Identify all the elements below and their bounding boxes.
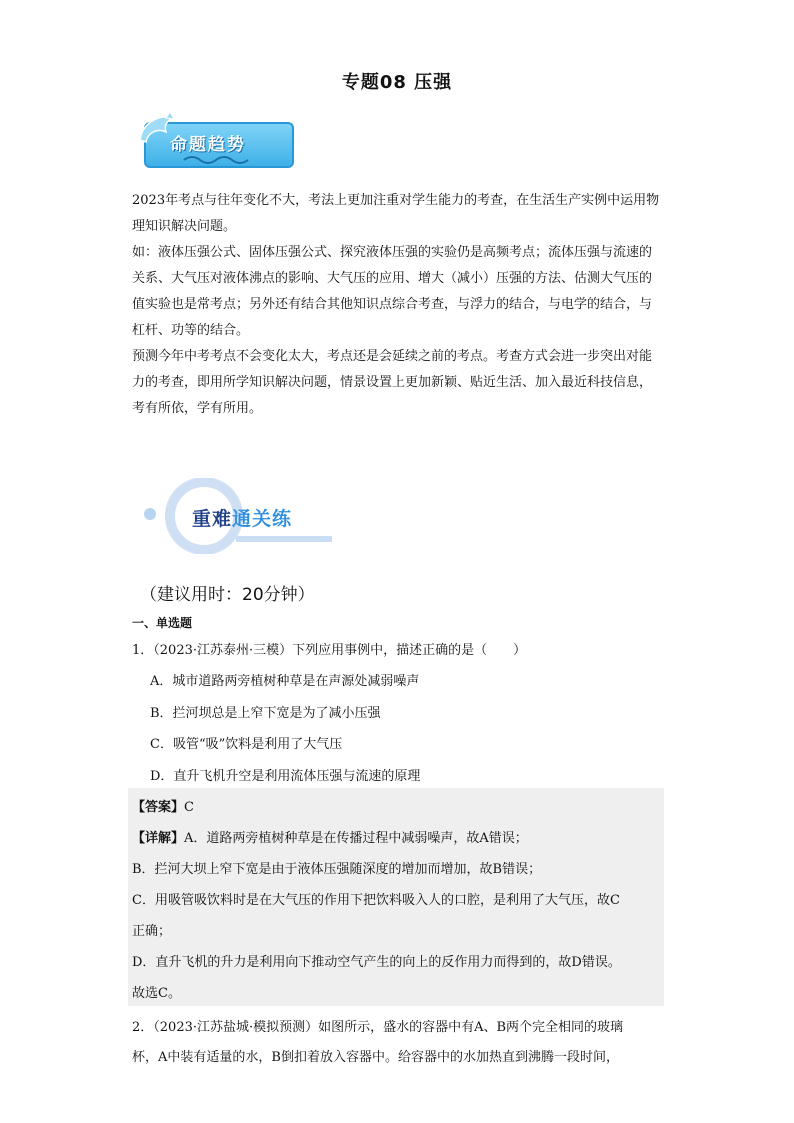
- question-1-option-c: C．吸管“吸”饮料是利用了大气压: [150, 737, 343, 752]
- answer-line: [132, 796, 194, 815]
- question-2-line-1: 2．（2023·江苏盐城·模拟预测）如图所示，盛水的容器中有A、B两个完全相同的玻璃: [132, 1020, 624, 1035]
- question-1-option-b: B．拦河坝总是上窄下宽是为了减小压强: [150, 706, 381, 721]
- detail-line-1: [132, 827, 528, 846]
- intro-paragraph-2: 如：液体压强公式、固体压强公式、探究液体压强的实验仍是高频考点；流体压强与流速的关系、大气压对液体沸点的影响、大气压的应用、增大（减小）压强的方法、估测大气压的值实验也是常考点；另外还有结合其他知识点综合考查，与浮力的结合，与电学的结合，与杠杆、功等的结合。: [132, 245, 653, 338]
- question-1-option-d: D．直升飞机升空是利用流体压强与流速的原理: [150, 769, 421, 784]
- question-1-option-a: A．城市道路两旁植树种草是在声源处减弱噪声: [150, 674, 420, 689]
- badge-label: [192, 504, 292, 531]
- detail-line-6: 故选C。: [132, 986, 181, 1001]
- section-heading: 一、单选题: [132, 616, 193, 630]
- topic-trend-badge: [136, 110, 296, 174]
- detail-tag: 【详解】: [132, 831, 185, 846]
- detail-line-3: C．用吸管吸饮料时是在大气压的作用下把饮料吸入人的口腔，是利用了大气压，故C: [132, 893, 620, 908]
- answer-tag: 【答案】: [132, 800, 185, 815]
- detail-line-4: 正确；: [132, 924, 172, 939]
- answer-value: C: [184, 800, 194, 815]
- page-title: 专题08 压强: [341, 72, 453, 93]
- badge-label-part1: 重难: [192, 508, 233, 530]
- badge-label: 命题趋势: [170, 135, 246, 155]
- detail-line-5: D．直升飞机的升力是利用向下推动空气产生的向上的反作用力而得到的，故D错误。: [132, 955, 621, 970]
- suggested-time: （建议用时：20分钟）: [140, 585, 315, 605]
- intro-paragraph-3: 预测今年中考考点不会变化太大，考点还是会延续之前的考点。考查方式会进一步突出对能力的考查，即用所学知识解决问题，情景设置上更加新颖、贴近生活、加入最近科技信息，考有所依，学有所用。: [132, 349, 653, 416]
- intro-text: [132, 188, 662, 422]
- key-practice-badge: [140, 478, 340, 554]
- question-2-line-2: 杯，A中装有适量的水，B倒扣着放入容器中。给容器中的水加热直到沸腾一段时间，: [132, 1050, 619, 1065]
- badge-label-part2: 通关练: [232, 508, 293, 530]
- detail-text-1: A．道路两旁植树种草是在传播过程中减弱噪声，故A错误；: [184, 831, 528, 846]
- question-1-stem: 1．（2023·江苏泰州·三模）下列应用事例中，描述正确的是（ ）: [132, 643, 527, 658]
- intro-paragraph-1: 2023年考点与往年变化不大，考法上更加注重对学生能力的考查，在生活生产实例中运用物理知识解决问题。: [132, 193, 660, 234]
- detail-line-2: B．拦河大坝上窄下宽是由于液体压强随深度的增加而增加，故B错误；: [132, 862, 542, 877]
